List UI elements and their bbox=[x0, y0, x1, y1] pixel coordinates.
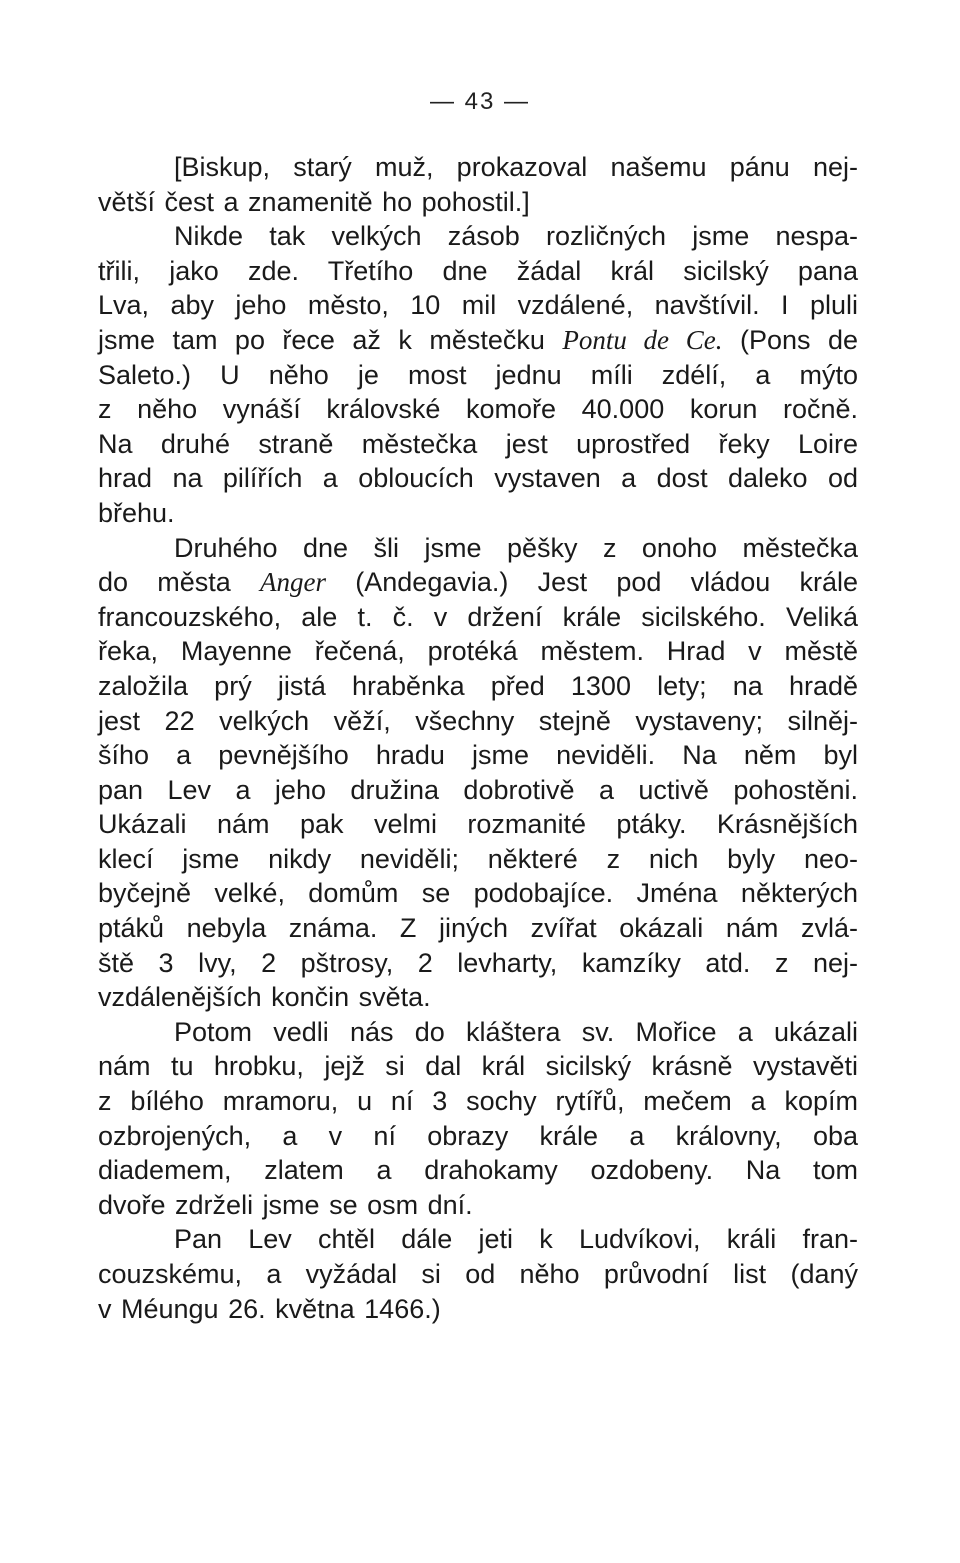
text-line bbox=[98, 150, 858, 185]
page-number: — 43 — bbox=[429, 88, 531, 115]
text-line bbox=[98, 288, 858, 323]
text-segment: francouzského, ale t. č. v držení krále sicilského. Veliká bbox=[98, 601, 858, 632]
text-line bbox=[98, 634, 858, 669]
text-segment: v Méungu 26. května 1466.) bbox=[98, 1293, 441, 1324]
text-line bbox=[98, 185, 858, 220]
text-segment: třili, jako zde. Třetího dne žádal král sicilský pana bbox=[98, 255, 858, 286]
text-segment: Potom vedli nás do kláštera sv. Mořice a ukázali bbox=[174, 1016, 858, 1047]
text-line bbox=[98, 565, 858, 600]
text-line bbox=[98, 323, 858, 358]
text-line bbox=[98, 911, 858, 946]
text-segment: klecí jsme nikdy neviděli; některé z nich byly neo- bbox=[98, 843, 858, 874]
italic-place-name: Pontu de Ce. bbox=[562, 324, 723, 355]
text-line bbox=[98, 254, 858, 289]
text-segment: couzskému, a vyžádal si od něho průvodní list (daný bbox=[98, 1259, 858, 1289]
text-segment: [Biskup, starý muž, prokazoval našemu pánu nej- bbox=[174, 152, 858, 182]
text-line bbox=[98, 1222, 858, 1257]
text-segment: dvoře zdrželi jsme se osm dní. bbox=[98, 1189, 473, 1220]
text-line bbox=[98, 392, 858, 427]
text-line bbox=[98, 946, 858, 981]
text-segment: Saleto.) U něho je most jednu míli zdélí, a mýto bbox=[98, 359, 858, 390]
text-segment: z něho vynáší královské komoře 40.000 korun ročně. bbox=[98, 394, 858, 425]
text-segment: Nikde tak velkých zásob rozličných jsme nespa- bbox=[174, 221, 858, 252]
text-segment: byčejně velké, domům se podobajíce. Jména některých bbox=[98, 878, 858, 909]
text-segment: hrad na pilířích a obloucích vystaven a dost daleko od bbox=[98, 463, 858, 494]
text-segment: řeka, Mayenne řečená, protéká městem. Hrad v městě bbox=[98, 636, 858, 667]
text-segment: do města bbox=[98, 567, 261, 598]
text-segment: (Pons de bbox=[722, 324, 858, 355]
italic-place-name: Anger bbox=[260, 567, 327, 598]
body-text bbox=[98, 150, 858, 1326]
text-line bbox=[98, 842, 858, 877]
paragraph bbox=[98, 1222, 858, 1326]
text-segment: ozbrojených, a v ní obrazy krále a královny, oba bbox=[98, 1120, 858, 1151]
text-segment: Na druhé straně městečka jest uprostřed řeky Loire bbox=[98, 428, 858, 459]
text-line bbox=[98, 704, 858, 739]
text-line bbox=[98, 1257, 858, 1292]
text-line bbox=[98, 980, 858, 1015]
text-segment: z bílého mramoru, u ní 3 sochy rytířů, mečem a kopím bbox=[98, 1086, 858, 1117]
paragraph bbox=[98, 219, 858, 530]
text-segment: jsme tam po řece až k městečku bbox=[98, 324, 563, 355]
paragraph bbox=[98, 150, 858, 219]
text-segment: diademem, zlatem a drahokamy ozdobeny. Na tom bbox=[98, 1155, 858, 1186]
text-line bbox=[98, 807, 858, 842]
text-line bbox=[98, 358, 858, 393]
text-line bbox=[98, 427, 858, 462]
text-segment: nám tu hrobku, jejž si dal král sicilský krásně vystavěti bbox=[98, 1051, 858, 1082]
text-segment: šího a pevnějšího hradu jsme neviděli. Na něm byl bbox=[98, 740, 858, 771]
text-line bbox=[98, 496, 858, 531]
text-line bbox=[98, 461, 858, 496]
text-line bbox=[98, 600, 858, 635]
paragraph bbox=[98, 1015, 858, 1223]
text-segment: ptáků nebyla známa. Z jiných zvířat okázali nám zvlá- bbox=[98, 913, 858, 944]
text-line bbox=[98, 1153, 858, 1188]
text-segment: větší čest a znamenitě ho pohostil.] bbox=[98, 186, 530, 217]
paragraph bbox=[98, 531, 858, 1015]
text-segment: břehu. bbox=[98, 497, 175, 528]
text-segment: Druhého dne šli jsme pěšky z onoho městečka bbox=[174, 532, 858, 563]
text-line bbox=[98, 531, 858, 566]
text-line bbox=[98, 1188, 858, 1223]
text-line bbox=[98, 1049, 858, 1084]
text-line bbox=[98, 1292, 858, 1327]
text-line bbox=[98, 1084, 858, 1119]
text-line bbox=[98, 738, 858, 773]
text-line bbox=[98, 1119, 858, 1154]
text-segment: jest 22 velkých věží, všechny stejně vystaveny; silněj- bbox=[98, 705, 858, 736]
text-segment: Pan Lev chtěl dále jeti k Ludvíkovi, králi fran- bbox=[174, 1224, 858, 1255]
text-line bbox=[98, 876, 858, 911]
text-segment: ště 3 lvy, 2 pštrosy, 2 levharty, kamzíky atd. z nej- bbox=[98, 947, 858, 978]
text-segment: vzdálenějších končin světa. bbox=[98, 982, 431, 1013]
text-segment: pan Lev a jeho družina dobrotivě a uctivě pohostěni. bbox=[98, 774, 858, 805]
text-line bbox=[98, 773, 858, 808]
text-segment: založila prý jistá hraběnka před 1300 lety; na hradě bbox=[98, 670, 858, 701]
text-segment: (Andegavia.) Jest pod vládou krále bbox=[326, 567, 858, 598]
text-segment: Lva, aby jeho město, 10 mil vzdálené, navštívil. I pluli bbox=[98, 290, 858, 321]
text-line bbox=[98, 669, 858, 704]
text-line bbox=[98, 1015, 858, 1050]
text-line bbox=[98, 219, 858, 254]
text-segment: Ukázali nám pak velmi rozmanité ptáky. Krásnějších bbox=[98, 809, 858, 840]
